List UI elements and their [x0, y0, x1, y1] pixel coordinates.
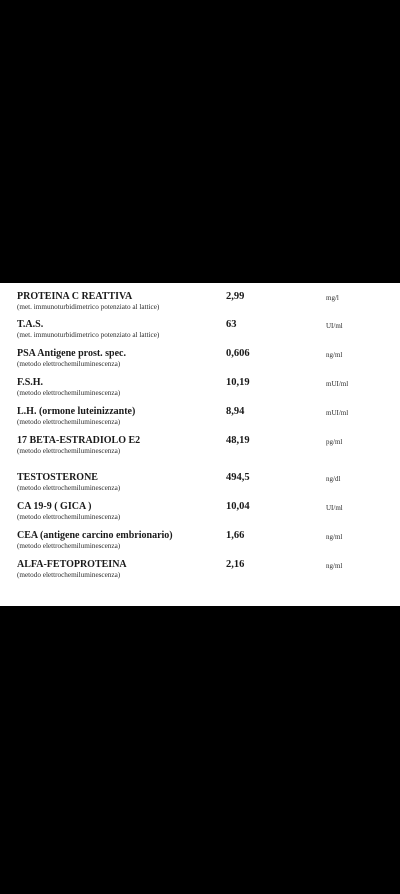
test-value: 10,19 — [226, 377, 250, 388]
test-unit: ng/ml — [326, 533, 343, 541]
test-name: L.H. (ormone luteinizzante) — [17, 406, 136, 417]
test-method: (metodo elettrochemiluminescenza) — [17, 513, 121, 521]
test-method: (metodo elettrochemiluminescenza) — [17, 389, 121, 397]
lab-report-sheet — [0, 283, 400, 606]
test-method: (metodo elettrochemiluminescenza) — [17, 447, 121, 455]
test-name: PROTEINA C REATTIVA — [17, 291, 133, 302]
test-name: 17 BETA-ESTRADIOLO E2 — [17, 435, 141, 446]
test-method: (metodo elettrochemiluminescenza) — [17, 418, 121, 426]
test-unit: ng/ml — [326, 562, 343, 570]
test-unit: UI/ml — [326, 504, 343, 512]
test-value: 10,04 — [226, 501, 250, 512]
test-value: 0,606 — [226, 348, 250, 359]
test-value: 48,19 — [226, 435, 250, 446]
test-name: T.A.S. — [17, 319, 44, 330]
test-value: 1,66 — [226, 530, 245, 541]
test-method: (metodo elettrochemiluminescenza) — [17, 484, 121, 492]
result-row-alfa-fetoproteina — [0, 559, 400, 593]
test-value: 63 — [226, 319, 237, 330]
test-name: PSA Antigene prost. spec. — [17, 348, 126, 359]
test-method: (met. immunoturbidimetrico potenziato al lattice) — [17, 331, 160, 339]
test-unit: ng/ml — [326, 351, 343, 359]
test-method: (met. immunoturbidimetrico potenziato al lattice) — [17, 303, 160, 311]
test-method: (metodo elettrochemiluminescenza) — [17, 571, 121, 579]
test-unit: mUI/ml — [326, 380, 349, 388]
test-name: F.S.H. — [17, 377, 44, 388]
test-method: (metodo elettrochemiluminescenza) — [17, 360, 121, 368]
test-name: TESTOSTERONE — [17, 472, 98, 483]
test-name: ALFA-FETOPROTEINA — [17, 559, 127, 570]
test-unit: mUI/ml — [326, 409, 349, 417]
test-value: 2,99 — [226, 291, 245, 302]
test-value: 8,94 — [226, 406, 245, 417]
test-unit: mg/l — [326, 294, 339, 302]
test-unit: ng/dl — [326, 475, 341, 483]
test-name: CA 19-9 ( GICA ) — [17, 501, 92, 512]
test-unit: pg/ml — [326, 438, 343, 446]
test-unit: UI/ml — [326, 322, 343, 330]
test-value: 2,16 — [226, 559, 245, 570]
result-row-estradiolo — [0, 435, 400, 469]
test-name: CEA (antigene carcino embrionario) — [17, 530, 173, 541]
test-value: 494,5 — [226, 472, 250, 483]
test-method: (metodo elettrochemiluminescenza) — [17, 542, 121, 550]
